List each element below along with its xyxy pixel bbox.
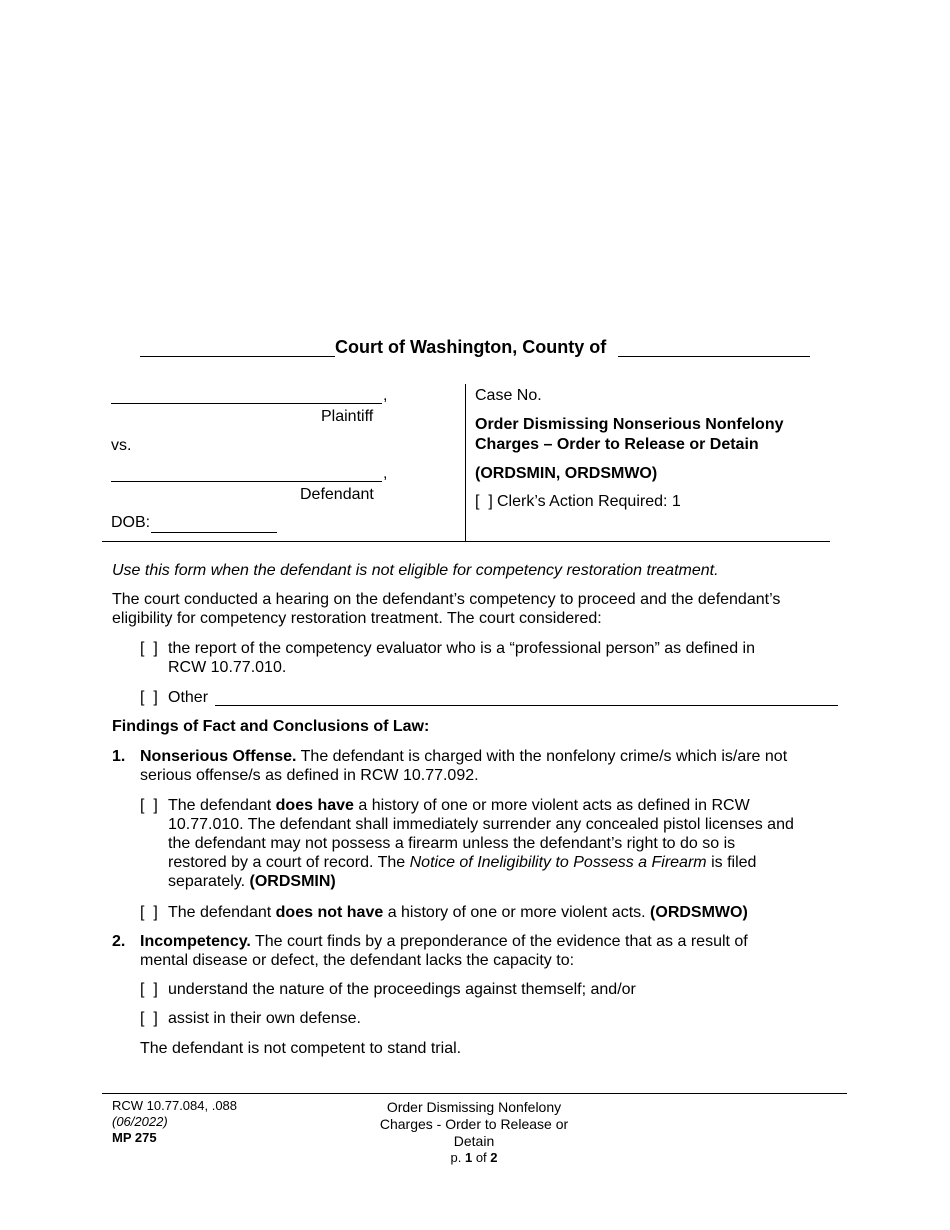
section-2-number: 2.: [112, 933, 126, 950]
considered-other-checkbox[interactable]: [ ]: [140, 689, 158, 706]
section-2-text-line1: The court finds by a preponderance of the evidence that as a result of: [255, 933, 748, 950]
section-1: [112, 747, 842, 787]
section-1a-pre: The defendant: [168, 797, 272, 814]
section-2a-checkbox[interactable]: [ ]: [140, 981, 158, 998]
plaintiff-comma: ,: [383, 387, 388, 404]
footer-rcw: RCW 10.77.084, .088: [112, 1098, 238, 1113]
vs-label: vs.: [111, 437, 132, 454]
court-header: [140, 336, 812, 360]
section-2b-assist: [140, 1009, 840, 1031]
dob-label: DOB:: [111, 514, 151, 531]
section-2-text-line2: mental disease or defect, the defendant lacks the capacity to:: [140, 952, 575, 969]
footer-left: [112, 1098, 237, 1146]
section-1-number: 1.: [112, 748, 126, 765]
section-1a-post: a history of one or more violent acts as defined in RCW: [358, 797, 750, 814]
county-blank: [618, 336, 810, 357]
intro-line2: eligibility for competency restoration treatment. The court considered:: [112, 610, 602, 627]
considered-evaluator-report: [140, 639, 840, 679]
findings-heading: Findings of Fact and Conclusions of Law:: [112, 718, 430, 735]
section-2a-text: understand the nature of the proceedings against themself; and/or: [168, 981, 636, 998]
clerk-action-checkbox[interactable]: [ ]: [475, 493, 493, 510]
plaintiff-label: Plaintiff: [321, 408, 374, 425]
court-name-blank: [140, 336, 335, 357]
section-1a-line4-post: is filed: [711, 854, 757, 871]
section-2a-understand: [140, 980, 840, 1002]
caption-bottom-rule: [102, 541, 830, 542]
caption-left: [111, 384, 461, 539]
section-1b-post: a history of one or more violent acts.: [387, 904, 646, 921]
section-1b-checkbox[interactable]: [ ]: [140, 904, 158, 921]
section-1a-line3: the defendant may not possess a firearm unless the defendant’s right to do so is: [168, 835, 736, 852]
clerk-action-label: Clerk’s Action Required: 1: [497, 493, 681, 510]
footer-form-number: MP 275: [112, 1130, 157, 1145]
footer-center: [334, 1099, 614, 1166]
case-number-label: Case No.: [475, 387, 542, 404]
section-1b-bold: does not have: [275, 904, 384, 921]
section-1-heading: Nonserious Offense.: [140, 748, 297, 765]
section-1a-bold: does have: [275, 797, 354, 814]
section-1a-notice-title: Notice of Ineligibility to Possess a Firearm: [409, 854, 707, 871]
considered-evaluator-line2: RCW 10.77.010.: [168, 659, 287, 676]
section-1b-pre: The defendant: [168, 904, 272, 921]
considered-evaluator-checkbox[interactable]: [ ]: [140, 640, 158, 657]
order-title-line2: Charges – Order to Release or Detain: [475, 436, 759, 453]
footer-page-number: p. 1 of 2: [450, 1150, 498, 1165]
section-1-text-line1: The defendant is charged with the nonfelony crime/s which is/are not: [300, 748, 788, 765]
court-title: Court of Washington, County of: [335, 337, 607, 357]
form-codes: (ORDSMIN, ORDSMWO): [475, 465, 658, 482]
section-1a-violent-history: [140, 796, 840, 896]
defendant-label: Defendant: [300, 486, 374, 503]
instruction-text: Use this form when the defendant is not eligible for competency restoration treatment.: [112, 562, 719, 579]
footer-rule: [102, 1093, 847, 1094]
section-1a-line5: separately.: [168, 873, 246, 890]
caption-right: [475, 386, 835, 521]
intro-paragraph: [112, 590, 842, 628]
defendant-blank: [111, 462, 382, 482]
intro-line1: The court conducted a hearing on the defendant’s competency to proceed and the defendant’s: [112, 591, 781, 608]
section-2-heading: Incompetency.: [140, 933, 251, 950]
order-title-line1: Order Dismissing Nonserious Nonfelony: [475, 416, 784, 433]
section-2b-text: assist in their own defense.: [168, 1010, 361, 1027]
plaintiff-blank: [111, 384, 382, 404]
section-1a-line2: 10.77.010. The defendant shall immediately surrender any concealed pistol licenses and: [168, 816, 794, 833]
footer-date: (06/2022): [112, 1114, 168, 1129]
section-1b-no-violent-history: [140, 903, 840, 925]
section-2: [112, 932, 842, 972]
section-2-conclusion: The defendant is not competent to stand trial.: [140, 1040, 462, 1057]
considered-evaluator-line1: the report of the competency evaluator who is a “professional person” as defined in: [168, 640, 755, 657]
section-1a-code: (ORDSMIN): [249, 873, 336, 890]
section-1-text-line2: serious offense/s as defined in RCW 10.77.092.: [140, 767, 479, 784]
section-1b-code: (ORDSMWO): [650, 904, 748, 921]
caption-vertical-divider: [465, 384, 466, 542]
footer-title-line2: Charges - Order to Release or: [379, 1116, 569, 1132]
section-2b-checkbox[interactable]: [ ]: [140, 1010, 158, 1027]
footer-title-line3: Detain: [453, 1133, 495, 1149]
section-1a-checkbox[interactable]: [ ]: [140, 797, 158, 814]
footer-title-line1: Order Dismissing Nonfelony: [386, 1099, 562, 1115]
considered-other: [140, 688, 840, 710]
dob-blank: [151, 514, 277, 533]
defendant-comma: ,: [383, 465, 388, 482]
considered-other-label: Other: [168, 689, 209, 706]
other-blank[interactable]: [215, 688, 838, 706]
section-1a-line4-pre: restored by a court of record. The: [168, 854, 406, 871]
